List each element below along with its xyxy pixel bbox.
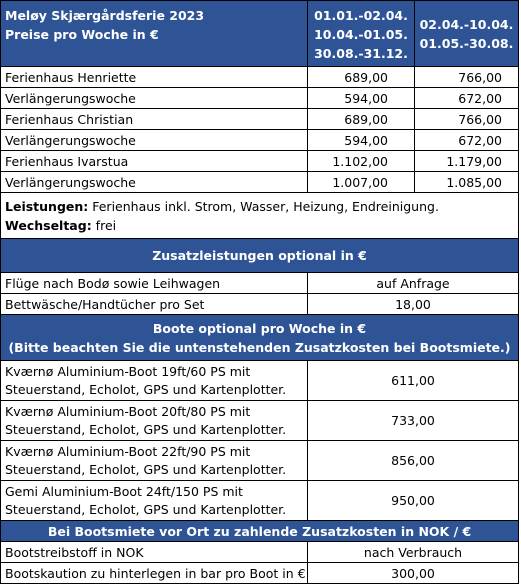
extras-row [1,294,519,315]
season2-range-1: 02.04.-10.04. [419,16,514,32]
boat-row [1,361,519,401]
wechseltag-line [5,216,116,235]
boat-line2: Steuerstand, Echolot, GPS und Kartenplotter. [5,381,287,397]
boats-title-cell [1,315,519,360]
boat-price: 733,00 [308,401,519,440]
boat-description [1,401,308,440]
leistungen-label: Leistungen: [5,198,89,214]
price-season1: 689,00 [308,109,415,129]
price-season2: 766,00 [415,67,519,87]
price-row-name: Ferienhaus Christian [1,109,308,129]
boat-line2: Steuerstand, Echolot, GPS und Kartenplotter. [5,421,287,437]
leistungen-line [5,197,439,216]
wechseltag-text: frei [91,217,117,233]
season1-range-2: 10.04.-01.05. [314,27,408,42]
onsite-item-value: nach Verbrauch [308,542,519,562]
onsite-item-name: Bootstreibstoff in NOK [1,542,308,562]
onsite-title: Bei Bootsmiete vor Ort zu zahlende Zusatzkosten in NOK / € [1,521,519,541]
price-season1: 594,00 [308,88,415,108]
boat-row [1,401,519,441]
boat-line2: Steuerstand, Echolot, GPS und Kartenplotter. [5,501,287,517]
table-title: Meløy Skjærgårdsferie 2023 [5,8,205,23]
price-row-name: Ferienhaus Henriette [1,67,308,87]
wechseltag-label: Wechseltag: [5,217,92,233]
info-cell [1,193,519,238]
extras-item-value: auf Anfrage [308,273,519,293]
onsite-item-name: Bootskaution zu hinterlegen in bar pro Boot in € [1,563,308,583]
price-row [1,109,519,130]
extras-title: Zusatzleistungen optional in € [1,239,519,272]
extras-item-value: 18,00 [308,294,519,314]
boat-line1: Kværnø Aluminium-Boot 19ft/60 PS mit [5,363,251,379]
price-season2: 672,00 [415,130,519,150]
boat-description [1,441,308,480]
boat-row [1,481,519,521]
boat-row [1,441,519,481]
price-row-name: Verlängerungswoche [1,88,308,108]
price-season1: 1.102,00 [308,151,415,171]
table-header-row [1,1,519,67]
extras-row [1,273,519,294]
extras-section-header [1,239,519,273]
price-season1: 689,00 [308,67,415,87]
boats-section-header [1,315,519,361]
extras-item-name: Flüge nach Bodø sowie Leihwagen [1,273,308,293]
price-row-name: Verlängerungswoche [1,130,308,150]
season1-range-3: 30.08.-31.12. [314,46,408,61]
season2-header [415,1,519,66]
price-season2: 766,00 [415,109,519,129]
onsite-row [1,563,519,584]
season1-header [308,1,415,66]
boats-note: (Bitte beachten Sie die untenstehenden Zusatzkosten bei Bootsmiete.) [8,339,511,355]
price-row [1,151,519,172]
boat-line1: Gemi Aluminium-Boot 24ft/150 PS mit [5,483,243,499]
boat-price: 950,00 [308,481,519,520]
boat-price: 611,00 [308,361,519,400]
boat-description [1,481,308,520]
boats-title: Boote optional pro Woche in € [152,320,367,336]
price-row [1,88,519,109]
boat-price: 856,00 [308,441,519,480]
leistungen-text: Ferienhaus inkl. Strom, Wasser, Heizung, Endreinigung. [88,198,439,214]
price-season2: 1.179,00 [415,151,519,171]
boat-line1: Kværnø Aluminium-Boot 20ft/80 PS mit [5,403,251,419]
price-row [1,67,519,88]
table-subtitle: Preise pro Woche in € [5,27,159,42]
price-row-name: Verlängerungswoche [1,172,308,192]
table-title-cell [1,1,308,66]
season1-range-1: 01.01.-02.04. [314,8,408,23]
boat-line1: Kværnø Aluminium-Boot 22ft/90 PS mit [5,443,251,459]
price-season2: 1.085,00 [415,172,519,192]
price-row-name: Ferienhaus Ivarstua [1,151,308,171]
price-row [1,172,519,193]
season2-range-2: 01.05.-30.08. [419,35,514,51]
extras-item-name: Bettwäsche/Handtücher pro Set [1,294,308,314]
info-row [1,193,519,239]
onsite-section-header [1,521,519,542]
onsite-row [1,542,519,563]
price-season1: 594,00 [308,130,415,150]
boat-line2: Steuerstand, Echolot, GPS und Kartenplotter. [5,461,287,477]
onsite-item-value: 300,00 [308,563,519,583]
price-season1: 1.007,00 [308,172,415,192]
price-season2: 672,00 [415,88,519,108]
price-row [1,130,519,151]
boat-description [1,361,308,400]
